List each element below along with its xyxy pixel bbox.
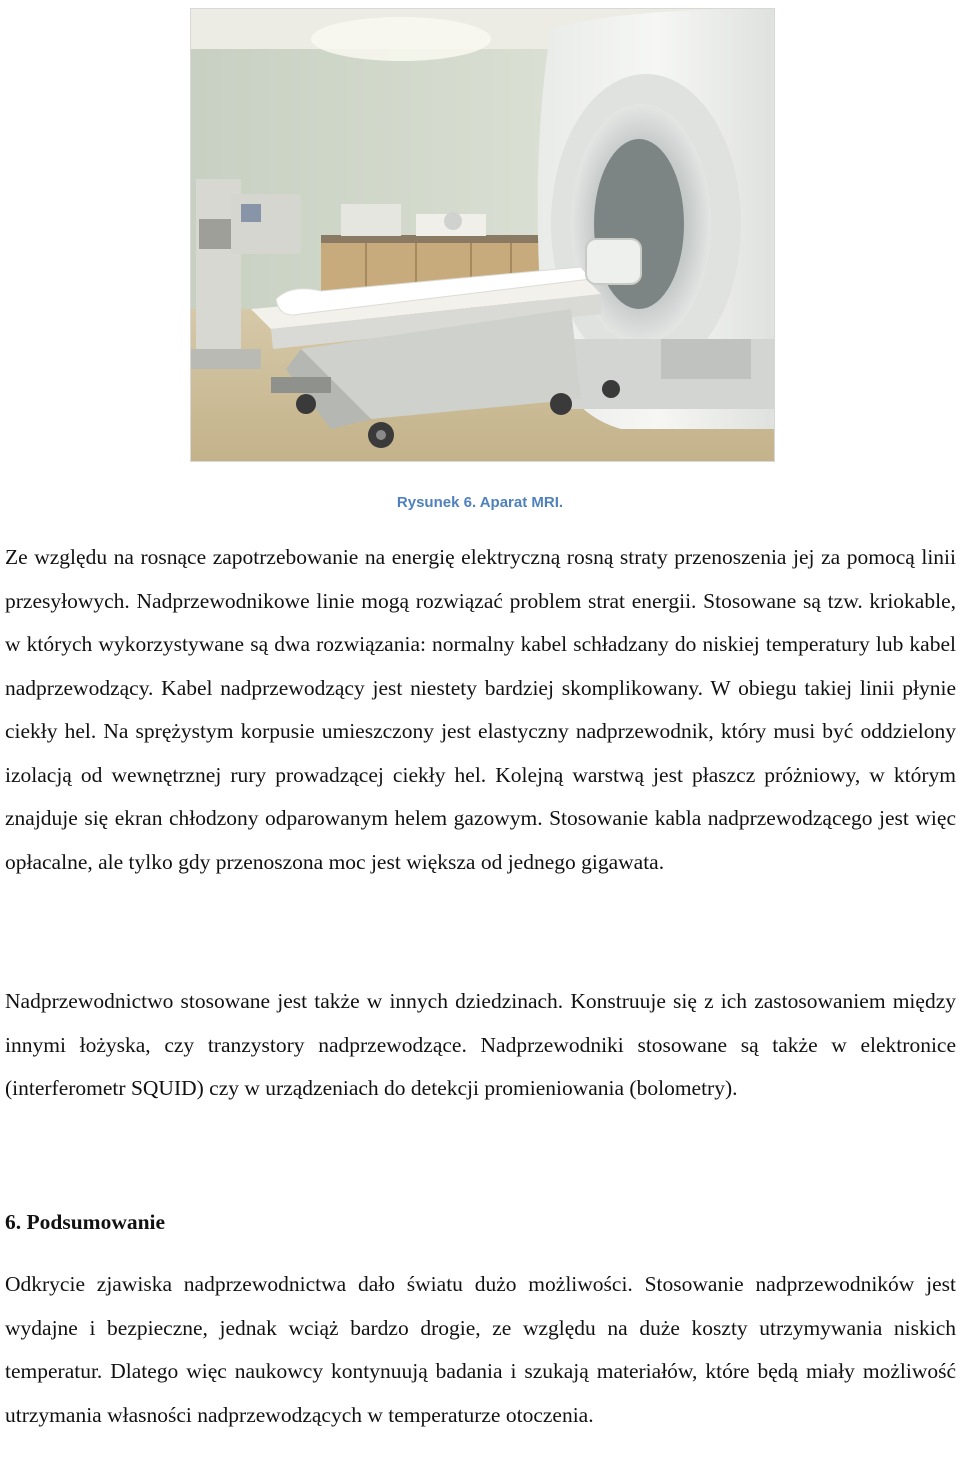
paragraph-summary: Odkrycie zjawiska nadprzewodnictwa dało światu dużo możliwości. Stosowanie nadprzewodników jest wydajne i bezpieczne, jednak wciąż bardzo drogie, ze względu na duże koszty utrzymywania niskich temperatur. Dlatego więc naukowcy kontynuują badania i szukają materiałów, które będą miały możliwość utrzymania własności nadprzewodzących w temperaturze otoczenia. bbox=[5, 1272, 956, 1427]
section-heading: 6. Podsumowanie bbox=[5, 1210, 166, 1234]
mri-machine-photo bbox=[190, 8, 775, 462]
figure-caption: Rysunek 6. Aparat MRI. bbox=[396, 494, 564, 511]
paragraph-transmission-lines: Ze względu na rosnące zapotrzebowanie na energię elektryczną rosną straty przenoszenia jej za pomocą linii przesyłowych. Nadprzewodnikowe linie mogą rozwiązać problem strat energii. Stosowane są tzw. kriokable, w których wykorzystywane są dwa rozwiązania: normalny kabel schładzany do niskiej temperatury lub kabel nadprzewodzący. Kabel nadprzewodzący jest niestety bardziej skomplikowany. W obiegu takiej linii płynie ciekły hel. Na sprężystym korpusie umieszczony jest elastyczny nadprzewodnik, który musi być oddzielony izolacją od wewnętrznej rury prowadzącej ciekły hel. Kolejną warstwą jest płaszcz próżniowy, w którym znajduje się ekran chłodzony odparowanym helem gazowym. Stosowanie kabla nadprzewodzącego jest więc opłacalne, ale tylko gdy przenoszona moc jest większa od jednego gigawata. bbox=[5, 545, 956, 874]
paragraph-other-applications: Nadprzewodnictwo stosowane jest także w innych dziedzinach. Konstruuje się z ich zastosowaniem między innymi łożyska, czy tranzystory nadprzewodzące. Nadprzewodniki stosowane są także w elektronice (interferometr SQUID) czy w urządzeniach do detekcji promieniowania (bolometry). bbox=[5, 989, 956, 1100]
